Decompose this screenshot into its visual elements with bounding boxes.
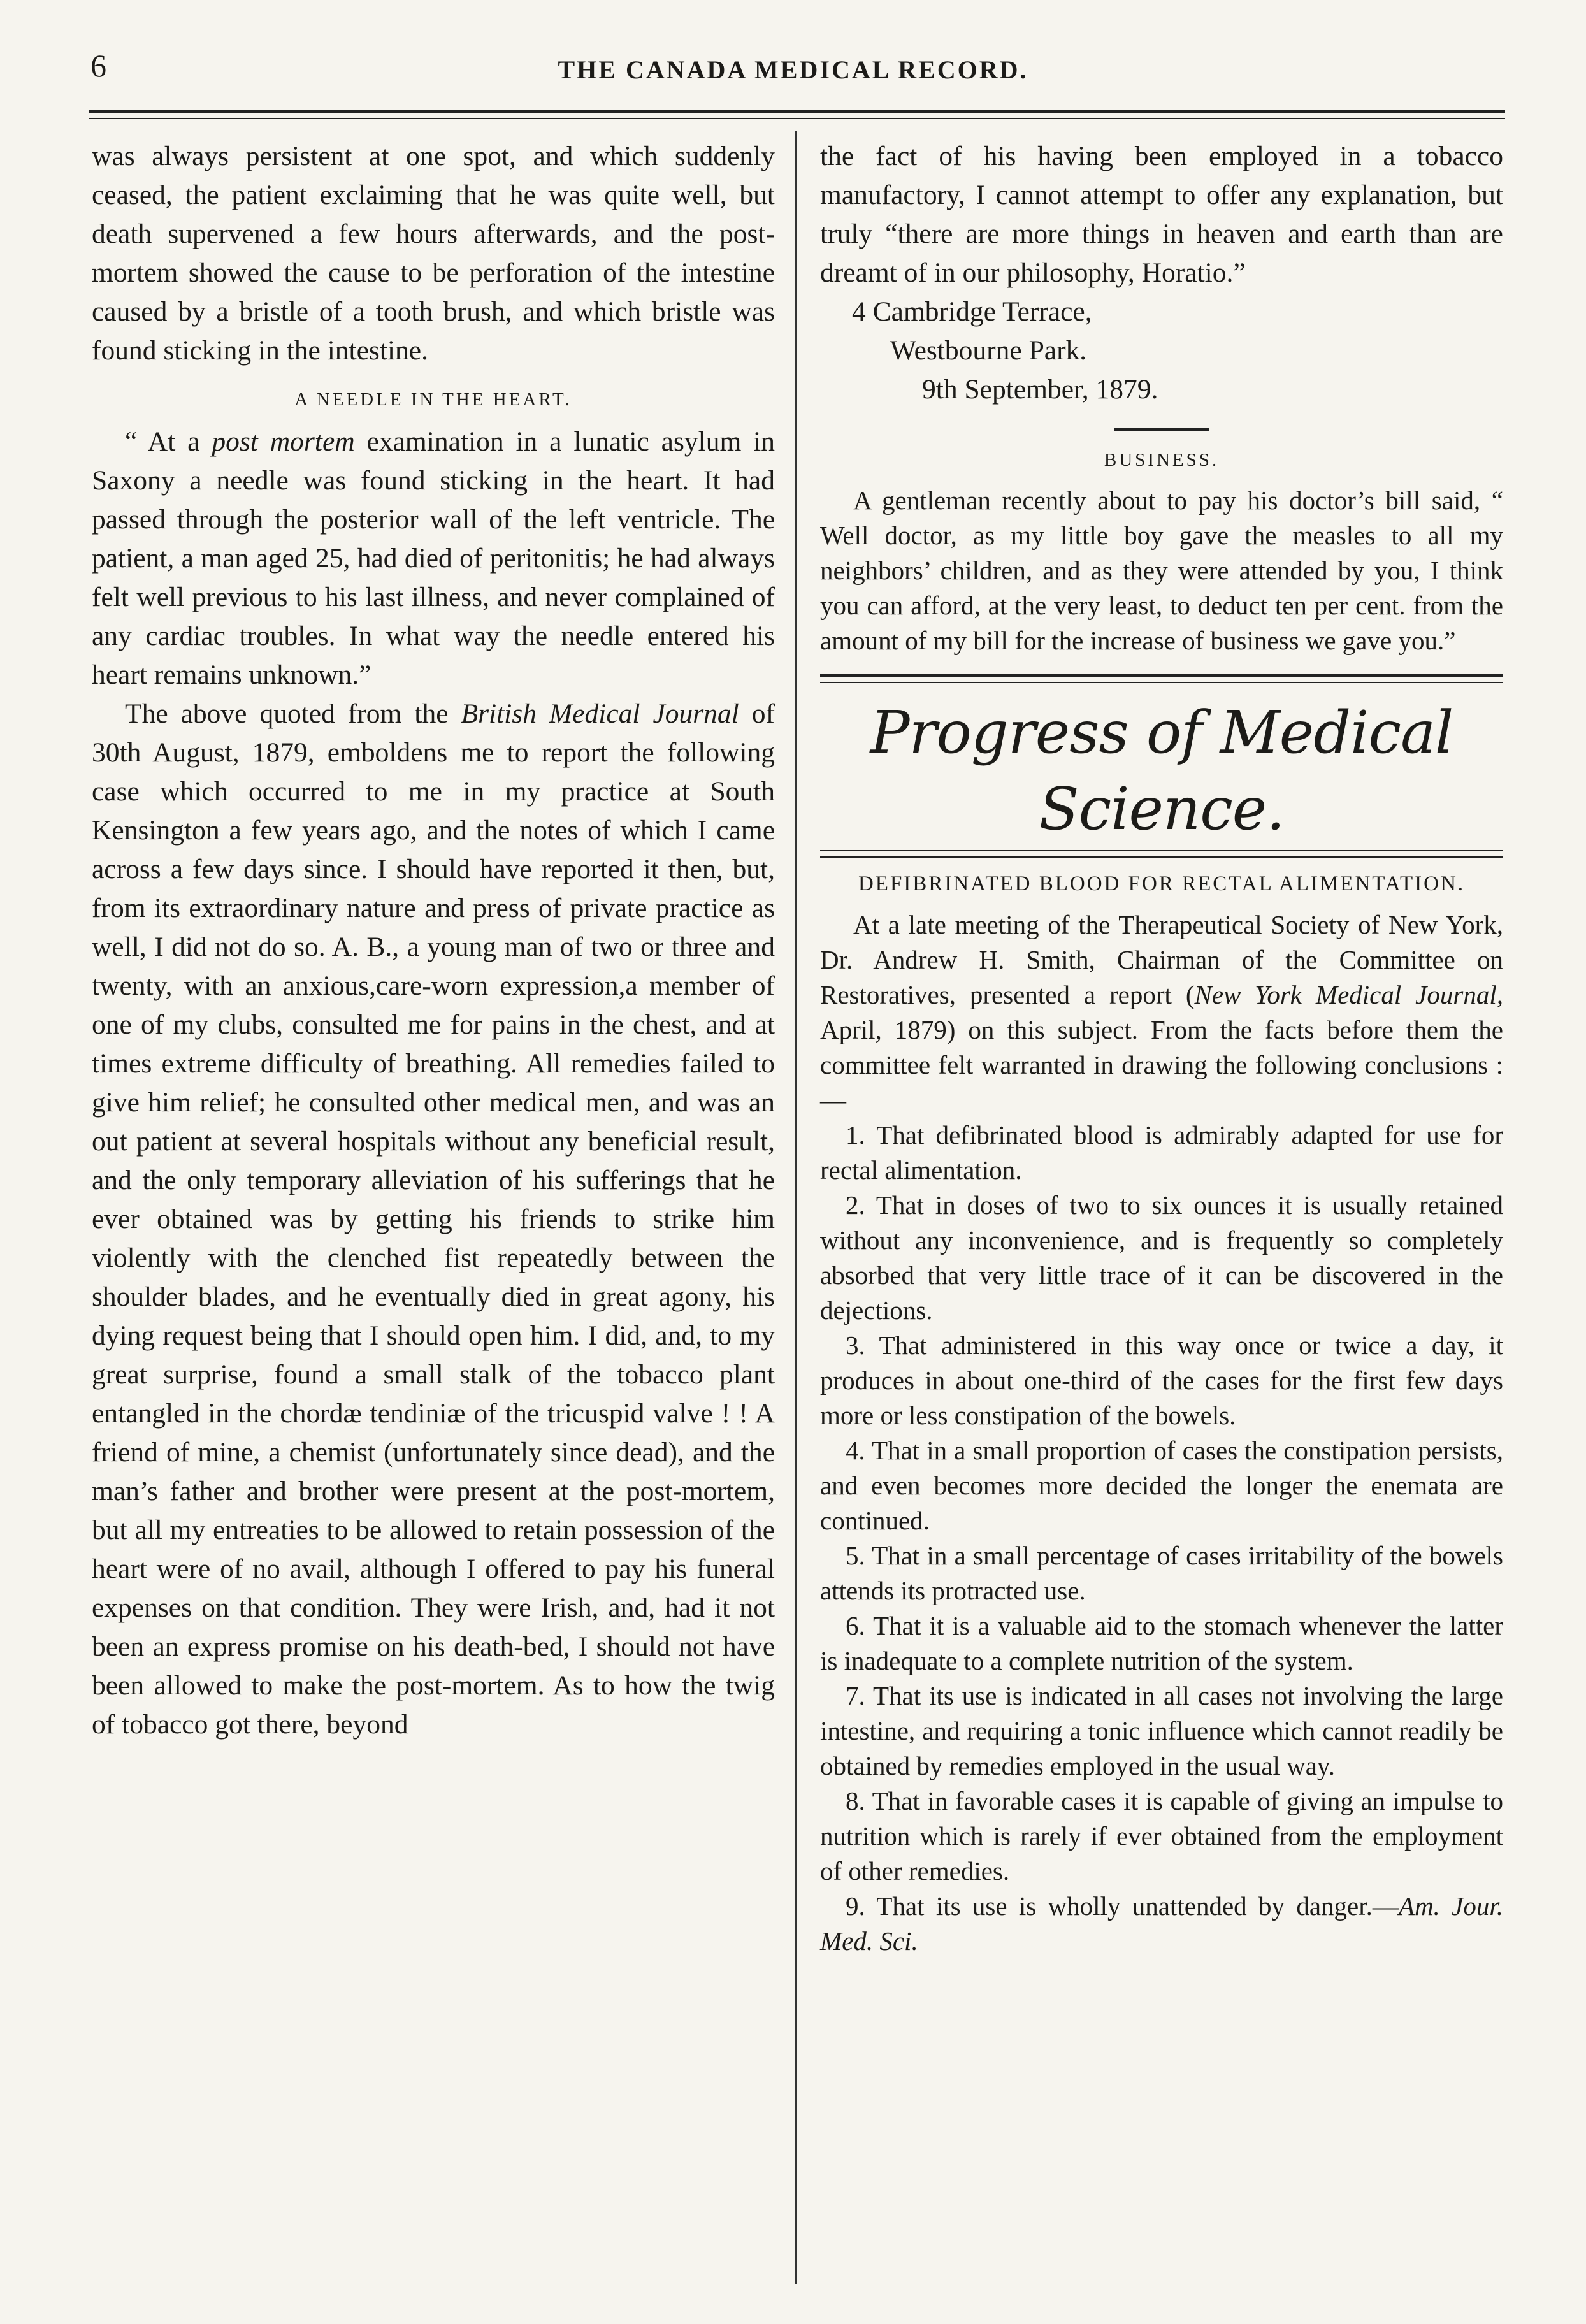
needle-quote [92, 422, 775, 695]
column-divider [795, 131, 797, 2284]
intro-end: April, 1879) on this subject. From the facts before them the committee felt warranted in drawing the following conclusions :— [820, 1015, 1503, 1115]
article-intro [820, 907, 1503, 1118]
intro-start: At a late meeting of the Therapeutical Society of New York, Dr. Andrew H. Smith, Chairman of the Committee on Restoratives, presented a report ( [820, 910, 1503, 1009]
business-heading: BUSINESS. [1104, 450, 1220, 470]
needle-quote-start: “ At a [125, 426, 212, 457]
opening-paragraph: was always persistent at one spot, and which suddenly ceased, the patient exclaiming that he was quite well, but death supervened a few hours afterwards, and the post-mortem showed the cause to be perforation of the intestine caused by a bristle of a tooth brush, and which bristle was found sticking in the intestine. [92, 141, 775, 366]
header-rule [89, 110, 1505, 119]
continuation-paragraph: the fact of his having been employed in a tobacco manufactory, I cannot attempt to offer any explanation, but truly “there are more things in heaven and earth than are dreamt of in our philosophy, Horatio.” [820, 141, 1503, 288]
source-citation: Am. Jour. Med. Sci. [820, 1891, 1504, 1956]
section-rule [820, 674, 1503, 683]
conclusion-last: 9. That its use is wholly unattended by danger.— [846, 1891, 1399, 1921]
right-column [820, 137, 1503, 1959]
article-heading: DEFIBRINATED BLOOD FOR RECTAL ALIMENTATION. [858, 872, 1466, 895]
needle-quote-end: examination in a lunatic asylum in Saxony a needle was found sticking in the heart. It had passed through the posterior wall of the left ventricle. The patient, a man aged 25, had died of peritonitis; he had always felt well previous to his last illness, and never complained of any cardiac troubles. In what way the needle entered his heart remains unknown.” [92, 426, 775, 690]
section-title-rule [820, 850, 1503, 858]
signature-area: Westbourne Park. [890, 335, 1087, 366]
signature-date: 9th September, 1879. [922, 374, 1158, 405]
signature-address: 4 Cambridge Terrace, [852, 296, 1092, 327]
needle-quote-italic: post mortem [212, 426, 355, 457]
conclusion-item: 3. That administered in this way once or twice a day, it produces in about one-third of the cases for the first few days more or less constipation of the bowels. [820, 1331, 1503, 1430]
conclusions-list [820, 1118, 1503, 1959]
needle-heading: A NEEDLE IN THE HEART. [294, 389, 572, 410]
page-number: 6 [90, 48, 106, 83]
running-title: THE CANADA MEDICAL RECORD. [558, 55, 1028, 84]
tobacco-case-paragraph [92, 695, 775, 1744]
signature-block [820, 292, 1503, 409]
conclusion-item: 8. That in favorable cases it is capable of giving an impulse to nutrition which is rarely if ever obtained from the employment of other remedies. [820, 1786, 1503, 1886]
business-paragraph: A gentleman recently about to pay his doctor’s bill said, “ Well doctor, as my little boy gave the measles to all my neighbors’ children, and as they were attended by you, I think you can afford, at the very least, to deduct ten per cent. from the amount of my bill for the increase of business we gave you.” [820, 486, 1503, 655]
section-title: Progress of Medical Science. [870, 698, 1453, 843]
tobacco-rest: of 30th August, 1879, emboldens me to report the following case which occurred to me in my practice at South Kensington a few years ago, and the notes of which I came across a few days since. I should have reported it then, but, from its extraordinary nature and press of private practice as well, I did not do so. A. B., a young man of two or three and twenty, with an anxious,care-worn expression,a member of one of my clubs, consulted me for pains in the chest, and at times extreme difficulty of breathing. All remedies failed to give him relief; he consulted other medical men, and was an out patient at several hospitals without any beneficial result, and the only temporary alleviation of his sufferings that he ever obtained was by getting his friends to strike him violently with the clenched fist repeatedly between the shoulder blades, and he eventually died in great agony, his dying request being that I should open him. I did, and, to my great surprise, found a small stalk of the tobacco plant entangled in the chordæ tendiniæ of the tricuspid valve ! ! A friend of mine, a chemist (unfortunately since dead), and the man’s father and brother were present at the post-mortem, but all my entreaties to be allowed to retain possession of the heart were of no avail, although I offered to pay his funeral expenses on that condition. They were Irish, and, had it not been an express promise on his death-bed, I should not have been allowed to make the post-mortem. As to how the twig of tobacco got there, beyond [92, 698, 775, 1740]
conclusion-item: 4. That in a small proportion of cases the constipation persists, and even becomes more decided the longer the enemata are continued. [820, 1436, 1503, 1535]
conclusion-item [820, 1889, 1503, 1959]
short-divider [1114, 428, 1209, 431]
conclusion-item: 7. That its use is indicated in all cases not involving the large intestine, and requiring a tonic influence which cannot readily be obtained by remedies employed in the usual way. [820, 1681, 1503, 1780]
intro-citation: New York Medical Journal, [1194, 980, 1503, 1009]
conclusion-item: 5. That in a small percentage of cases irritability of the bowels attends its protracted use. [820, 1541, 1503, 1605]
left-column [92, 137, 775, 1744]
journal-citation: British Medical Journal [461, 698, 739, 729]
conclusion-item: 2. That in doses of two to six ounces it is usually retained without any inconvenience, and is frequently so completely absorbed that very little trace of it can be discovered in the dejections. [820, 1190, 1503, 1325]
conclusion-item: 6. That it is a valuable aid to the stomach whenever the latter is inadequate to a complete nutrition of the system. [820, 1611, 1503, 1675]
conclusion-item: 1. That defibrinated blood is admirably adapted for use for rectal alimentation. [820, 1120, 1503, 1185]
tobacco-start: The above quoted from the [125, 698, 461, 729]
